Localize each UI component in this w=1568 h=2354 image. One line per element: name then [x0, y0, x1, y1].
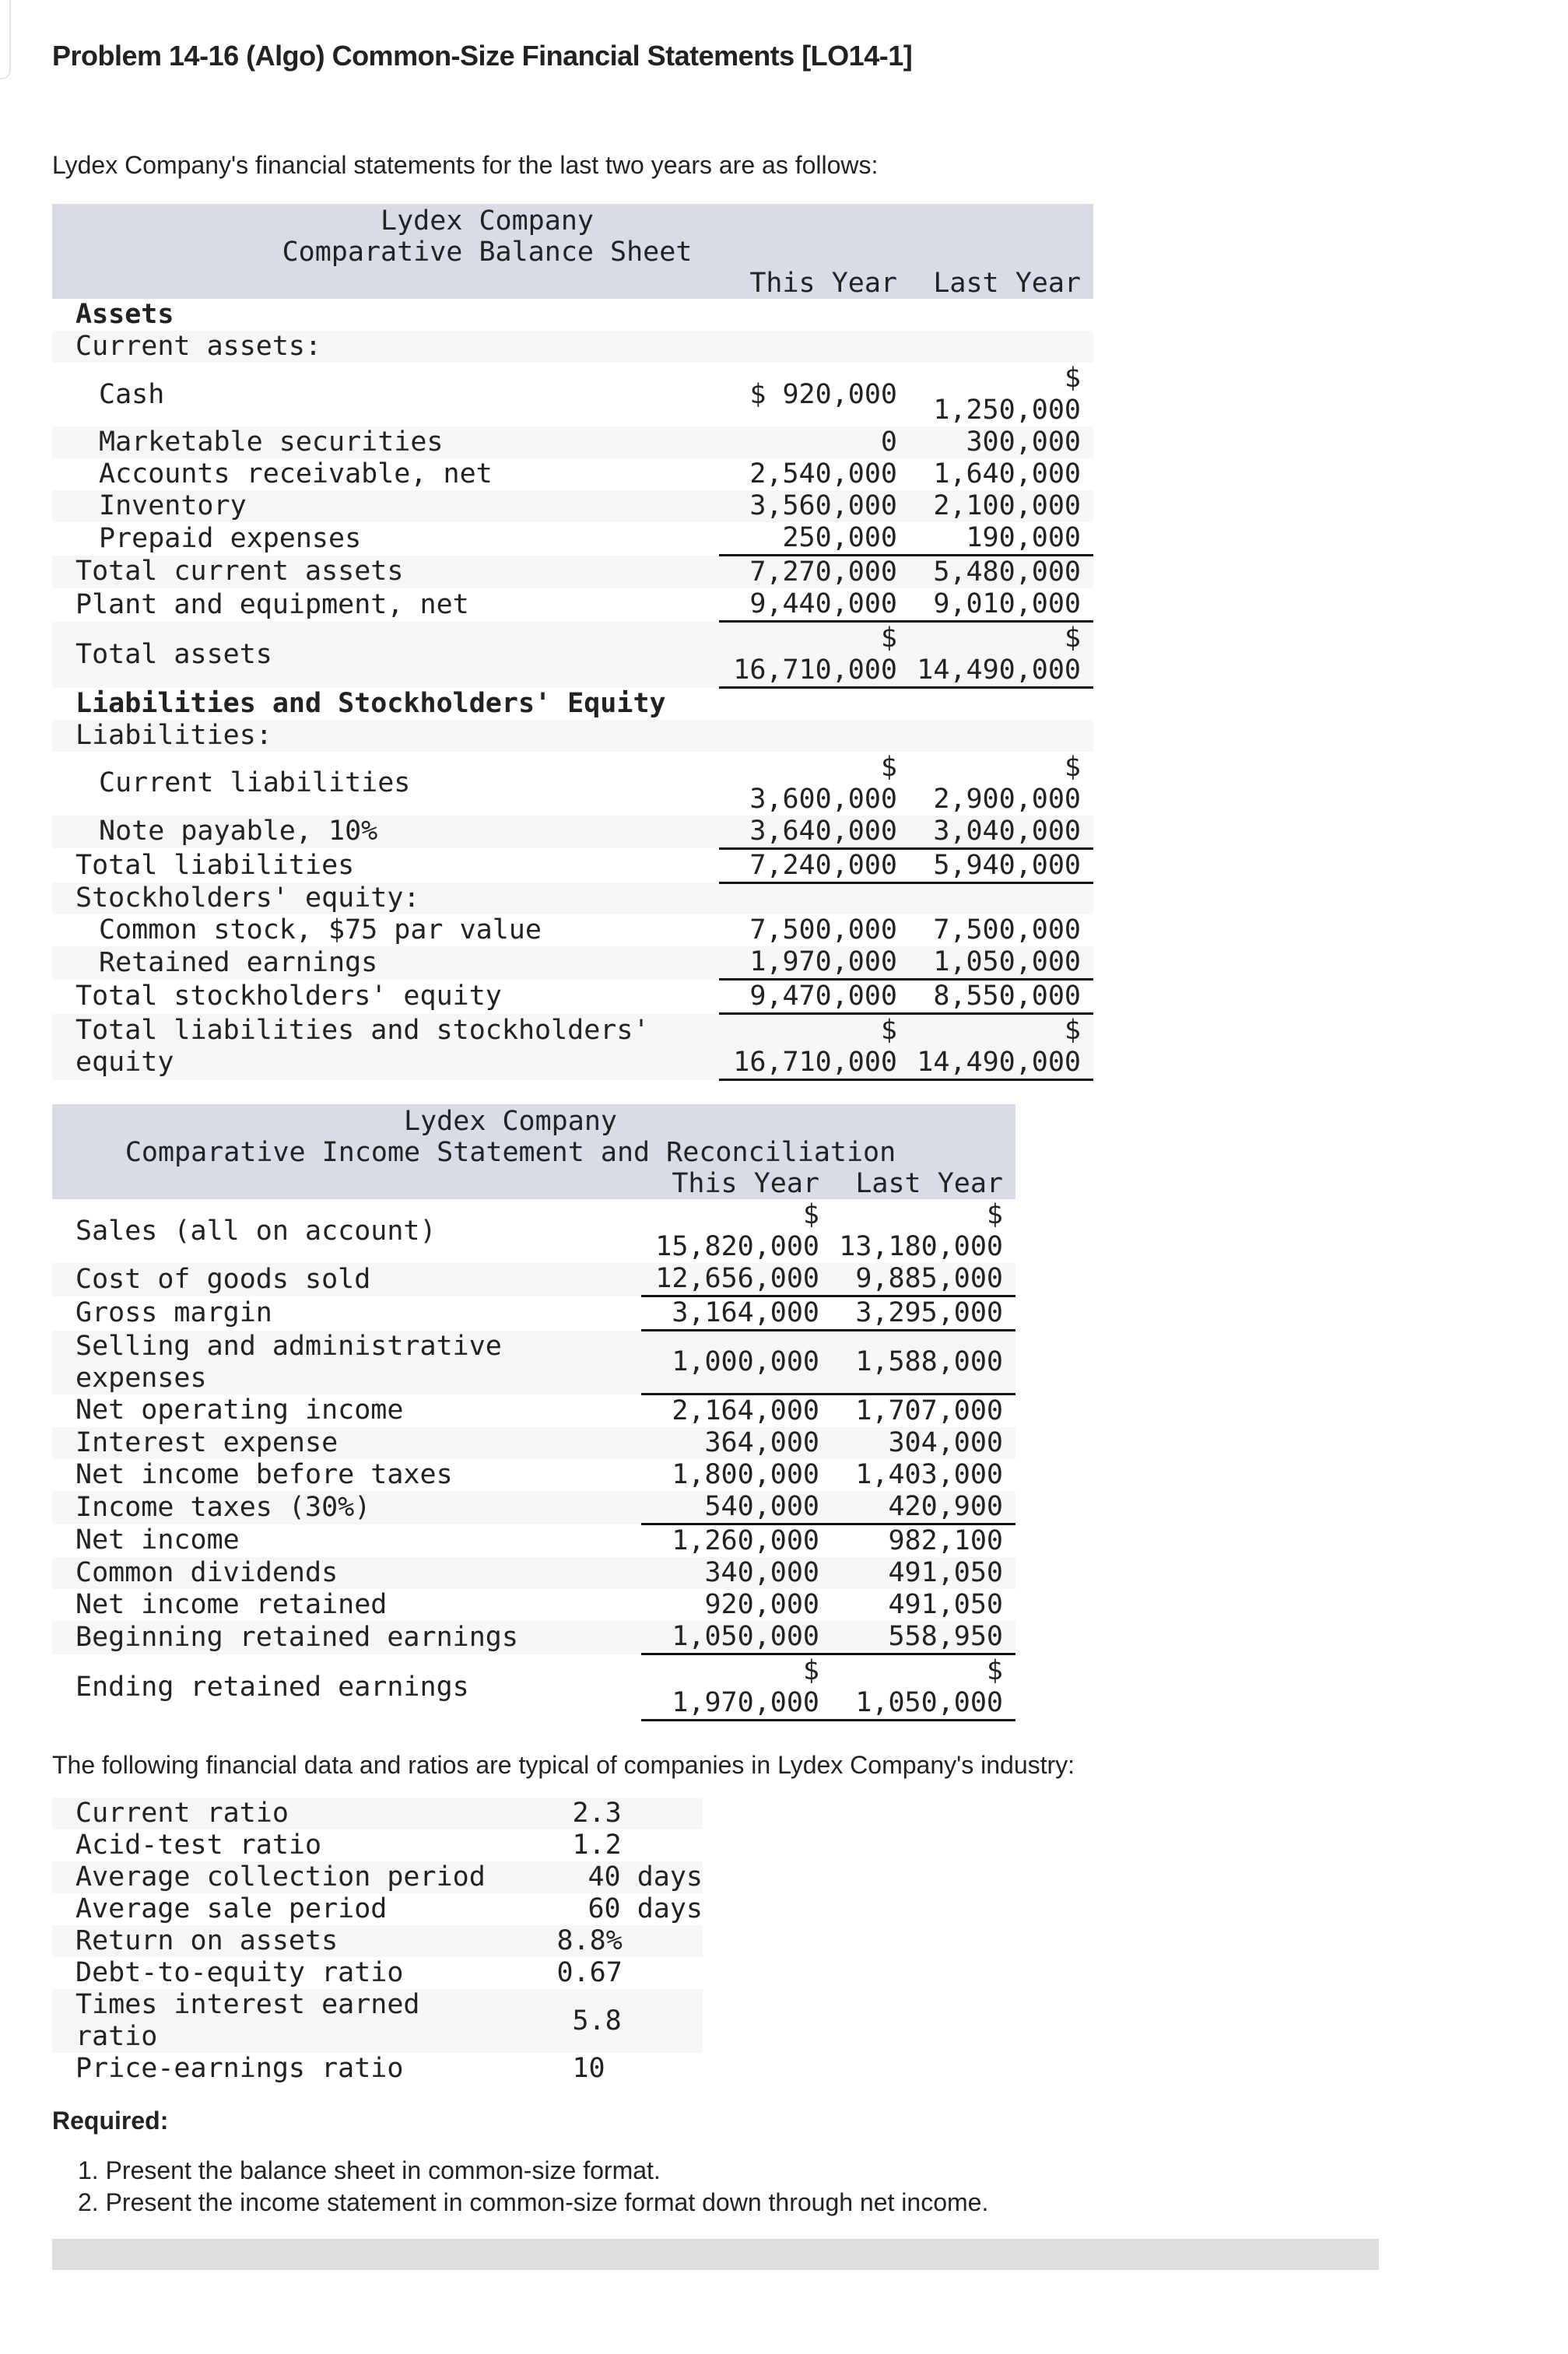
row-label: Net income retained	[75, 1589, 388, 1620]
income-statement-table	[52, 1104, 1016, 1721]
table-row	[52, 1296, 1016, 1331]
ratio-row	[52, 1830, 703, 1861]
table-row	[52, 458, 1093, 490]
is-col-last-year: Last Year	[855, 1168, 1003, 1199]
row-label: Current liabilities	[99, 767, 411, 798]
table-row	[52, 363, 1093, 426]
row-last-year	[910, 331, 1093, 363]
bs-title: Comparative Balance Sheet	[282, 237, 693, 268]
ratio-label: Acid-test ratio	[75, 1830, 322, 1861]
row-label: Net operating income	[75, 1395, 404, 1426]
row-label: Inventory	[99, 490, 247, 521]
row-this-year: 7,500,000	[749, 914, 897, 945]
ratio-value: 60 days	[588, 1893, 703, 1924]
row-this-year: 12,656,000	[641, 1263, 832, 1296]
row-this-year: 9,470,000	[719, 980, 910, 1014]
row-this-year: 3,164,000	[641, 1296, 832, 1331]
problem-title: Problem 14-16 (Algo) Common-Size Financial Statements [LO14-1]	[52, 40, 913, 72]
balance-sheet-table	[52, 204, 1093, 1081]
row-this-year: 7,240,000	[719, 848, 910, 882]
row-label: Selling and administrative expenses	[75, 1330, 502, 1394]
row-last-year	[910, 688, 1093, 720]
row-this-year: 540,000	[641, 1491, 832, 1524]
row-this-year: $ 16,710,000	[719, 622, 910, 688]
row-last-year: $ 14,490,000	[910, 622, 1093, 688]
row-label: Interest expense	[75, 1427, 339, 1458]
row-label: Assets	[75, 299, 174, 330]
row-last-year: 7,500,000	[933, 914, 1081, 945]
row-last-year: 1,403,000	[855, 1459, 1003, 1490]
table-row	[52, 1263, 1016, 1296]
table-row	[52, 622, 1093, 688]
table-row	[52, 946, 1093, 980]
panel-edge	[0, 0, 11, 79]
intro-text: Lydex Company's financial statements for the last two years are as follows:	[52, 151, 879, 179]
row-label: Income taxes (30%)	[75, 1491, 371, 1523]
row-label: Gross margin	[75, 1297, 272, 1328]
row-label: Cost of goods sold	[75, 1263, 371, 1295]
row-label: Common stock, $75 par value	[99, 914, 542, 945]
row-this-year: 364,000	[704, 1427, 819, 1458]
ratio-label: Times interest earned ratio	[75, 1989, 420, 2052]
row-label: Beginning retained earnings	[75, 1621, 518, 1653]
ratio-label: Debt-to-equity ratio	[75, 1957, 404, 1988]
table-row	[52, 1427, 1016, 1459]
table-row	[52, 490, 1093, 522]
ratio-value: 0.67	[556, 1957, 623, 1988]
table-row	[52, 522, 1093, 556]
row-this-year: 7,270,000	[749, 556, 897, 588]
ratio-value: 2.3	[572, 1798, 622, 1829]
table-row	[52, 1014, 1093, 1080]
row-last-year: 8,550,000	[910, 980, 1093, 1014]
table-row	[52, 1589, 1016, 1621]
table-row	[52, 1199, 1016, 1263]
row-label: Ending retained earnings	[75, 1671, 469, 1703]
is-title: Comparative Income Statement and Reconciliation	[125, 1137, 896, 1168]
row-this-year	[719, 720, 910, 752]
row-this-year: 3,560,000	[749, 490, 897, 521]
table-row	[52, 720, 1093, 752]
row-last-year: 9,010,000	[910, 588, 1093, 622]
row-last-year: 2,100,000	[933, 490, 1081, 521]
row-last-year: 1,707,000	[855, 1395, 1003, 1426]
is-col-this-year: This Year	[672, 1168, 819, 1199]
ratio-value: 8.8%	[556, 1925, 623, 1956]
row-this-year	[719, 331, 910, 363]
table-row	[52, 882, 1093, 914]
industry-intro: The following financial data and ratios are typical of companies in Lydex Company's industry:	[52, 1751, 1075, 1779]
row-last-year: 304,000	[888, 1427, 1003, 1458]
is-company: Lydex Company	[404, 1106, 617, 1137]
row-this-year: 1,970,000	[719, 946, 910, 980]
row-label: Total current assets	[75, 556, 404, 588]
row-label: Note payable, 10%	[99, 816, 378, 847]
row-last-year: $ 2,900,000	[933, 751, 1081, 815]
row-label: Total liabilities	[75, 849, 355, 881]
row-last-year: 420,900	[832, 1491, 1016, 1524]
row-label: Net income before taxes	[75, 1459, 453, 1490]
bs-company: Lydex Company	[381, 205, 594, 237]
row-this-year: 3,640,000	[719, 816, 910, 849]
bs-col-this-year: This Year	[749, 268, 897, 299]
row-last-year: 190,000	[910, 522, 1093, 556]
row-label: Total liabilities and stockholders' equity	[75, 1015, 650, 1078]
row-last-year: 982,100	[888, 1525, 1003, 1556]
row-last-year: 1,588,000	[832, 1331, 1016, 1395]
row-last-year: 491,050	[888, 1557, 1003, 1588]
row-this-year: 0	[880, 426, 897, 458]
row-this-year	[719, 882, 910, 914]
table-row	[52, 1524, 1016, 1558]
row-label: Common dividends	[75, 1557, 339, 1588]
row-label: Prepaid expenses	[99, 522, 362, 554]
row-this-year: $ 1,970,000	[641, 1654, 832, 1721]
required-item-2: 2. Present the income statement in common-size format down through net income.	[78, 2188, 989, 2216]
table-row	[52, 331, 1093, 363]
ratio-label: Average collection period	[75, 1861, 486, 1893]
ratio-row	[52, 2053, 703, 2085]
row-this-year: $ 15,820,000	[655, 1199, 819, 1262]
row-this-year	[719, 688, 910, 720]
row-this-year: 2,164,000	[672, 1395, 819, 1426]
row-label: Stockholders' equity:	[75, 882, 420, 914]
row-this-year: 340,000	[704, 1557, 819, 1588]
ratio-value: 40 days	[588, 1861, 703, 1893]
table-row	[52, 752, 1093, 816]
row-this-year: $ 16,710,000	[719, 1014, 910, 1080]
row-last-year: $ 1,250,000	[933, 363, 1081, 426]
row-last-year: 3,040,000	[910, 816, 1093, 849]
row-last-year: 491,050	[888, 1589, 1003, 1620]
row-this-year: 1,000,000	[641, 1331, 832, 1395]
ratio-value: 5.8	[572, 2005, 622, 2037]
row-label: Sales (all on account)	[75, 1215, 437, 1247]
row-last-year	[910, 720, 1093, 752]
row-last-year: 9,885,000	[832, 1263, 1016, 1296]
ratio-row	[52, 1989, 703, 2053]
row-this-year: $ 3,600,000	[749, 751, 897, 815]
table-row	[52, 1331, 1016, 1395]
row-this-year: 9,440,000	[719, 588, 910, 622]
table-row	[52, 1557, 1016, 1589]
table-row	[52, 426, 1093, 458]
table-row	[52, 1395, 1016, 1428]
row-last-year	[910, 882, 1093, 914]
table-row	[52, 688, 1093, 720]
row-last-year: 3,295,000	[832, 1296, 1016, 1331]
row-this-year: 250,000	[719, 522, 910, 556]
answer-area-bar	[52, 2239, 1379, 2270]
row-this-year: 1,050,000	[641, 1621, 832, 1654]
ratio-value: 10	[572, 2053, 605, 2084]
row-this-year: 1,800,000	[672, 1459, 819, 1490]
table-row	[52, 816, 1093, 849]
row-this-year: $ 920,000	[749, 378, 897, 410]
table-row	[52, 588, 1093, 622]
row-label: Total assets	[75, 638, 272, 670]
row-label: Marketable securities	[99, 426, 444, 458]
required-list	[52, 2155, 1568, 2219]
row-this-year	[719, 299, 910, 331]
row-label: Liabilities:	[75, 719, 272, 751]
row-last-year: 5,940,000	[910, 848, 1093, 882]
ratio-value: 1.2	[572, 1830, 622, 1861]
ratio-label: Return on assets	[75, 1925, 339, 1956]
row-last-year: $ 1,050,000	[832, 1654, 1016, 1721]
required-item-1: 1. Present the balance sheet in common-size format.	[78, 2156, 661, 2184]
table-row	[52, 1491, 1016, 1524]
table-row	[52, 914, 1093, 946]
ratio-label: Average sale period	[75, 1893, 388, 1924]
table-row	[52, 1621, 1016, 1654]
ratio-row	[52, 1798, 703, 1830]
row-label: Retained earnings	[99, 946, 378, 978]
row-last-year: 5,480,000	[933, 556, 1081, 588]
ratio-row	[52, 1925, 703, 1957]
bs-col-last-year: Last Year	[933, 268, 1081, 299]
row-label: Current assets:	[75, 331, 322, 362]
ratio-label: Current ratio	[75, 1798, 289, 1829]
row-last-year: 1,050,000	[910, 946, 1093, 980]
table-row	[52, 1459, 1016, 1491]
row-last-year	[910, 299, 1093, 331]
row-last-year: 1,640,000	[933, 458, 1081, 489]
row-this-year: 2,540,000	[749, 458, 897, 489]
row-label: Net income	[75, 1524, 240, 1556]
row-label: Total stockholders' equity	[75, 981, 502, 1012]
row-label: Cash	[99, 378, 165, 410]
table-row	[52, 980, 1093, 1014]
row-last-year: 558,950	[832, 1621, 1016, 1654]
row-last-year: 300,000	[966, 426, 1081, 458]
row-this-year: 920,000	[704, 1589, 819, 1620]
row-label: Plant and equipment, net	[75, 588, 469, 620]
row-label: Liabilities and Stockholders' Equity	[75, 687, 666, 719]
row-this-year: 1,260,000	[672, 1525, 819, 1556]
ratio-row	[52, 1893, 703, 1925]
table-row	[52, 556, 1093, 589]
table-row	[52, 1654, 1016, 1721]
table-row	[52, 299, 1093, 331]
ratio-label: Price-earnings ratio	[75, 2053, 404, 2084]
row-last-year: $ 14,490,000	[910, 1014, 1093, 1080]
ratio-row	[52, 1957, 703, 1989]
industry-ratios-table	[52, 1798, 703, 2085]
table-row	[52, 848, 1093, 882]
row-label: Accounts receivable, net	[99, 458, 493, 489]
row-last-year: $ 13,180,000	[839, 1199, 1003, 1262]
ratio-row	[52, 1861, 703, 1893]
required-heading: Required:	[52, 2107, 169, 2135]
